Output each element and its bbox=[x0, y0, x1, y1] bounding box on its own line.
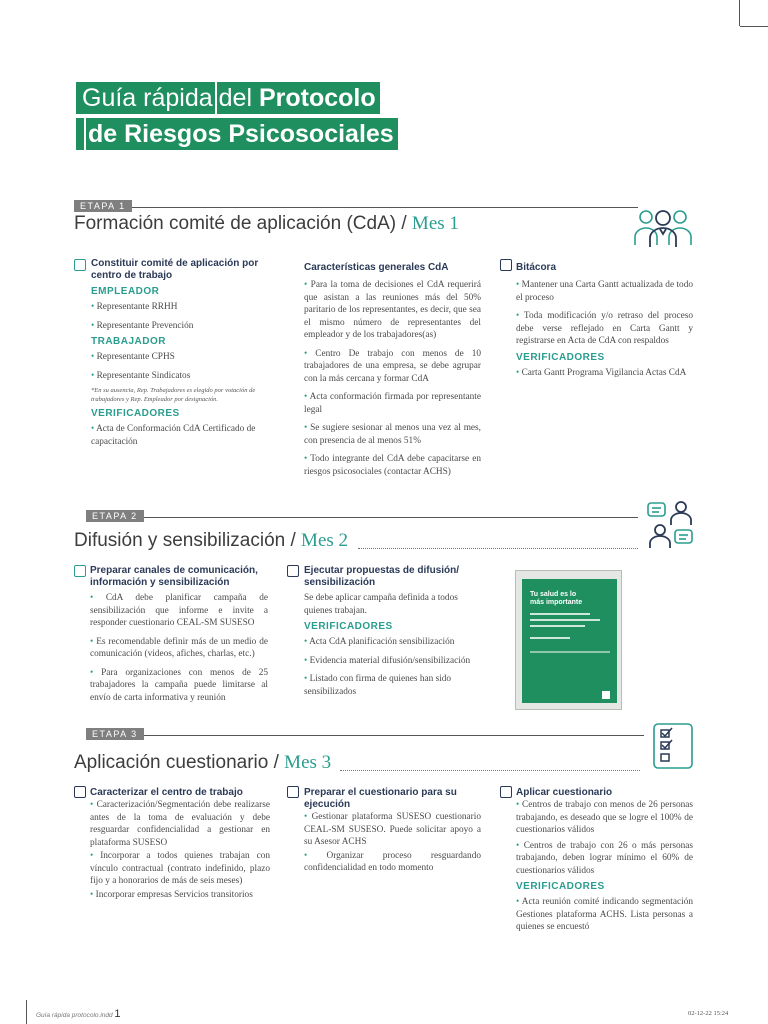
section-label: VERIFICADORES bbox=[516, 351, 605, 363]
column-heading: Ejecutar propuestas de difusión/ sensibilización bbox=[304, 565, 460, 588]
stage-title-text: Aplicación cuestionario / bbox=[74, 752, 279, 773]
list-item: • Para la toma de decisiones el CdA requerirá que asistan a las reuniones más del 50% paritario de los representantes, es decir, que sea el mismo número de representantes del empleador y de los trabajadores(as) bbox=[304, 280, 481, 340]
checkbox-icon bbox=[74, 786, 86, 798]
item-text: Centro De trabajo con menos de 10 trabajadores de una empresa, se debe agrupar con la más cercana y formar CdA bbox=[304, 348, 482, 384]
stage-month: Mes 1 bbox=[411, 213, 459, 234]
checkbox-icon bbox=[74, 565, 86, 577]
stage-title-text: Difusión y sensibilización / bbox=[74, 530, 296, 551]
list-item: • CdA debe planificar campaña de sensibilización que informe e invite a responder cuestionario CEAL-SM SUSESO bbox=[90, 593, 268, 628]
list-item: • Incorporar a todos quienes trabajan con vínculo contractual (contrato indefinido, plazo fijo y a honorarios de más de seis meses) bbox=[90, 851, 271, 886]
item-text: Toda modificación y/o retraso del proceso debe verse reflejado en Carta Gantt y registrarse en Acta de CdA con respaldos bbox=[516, 311, 693, 346]
stage2-col2 bbox=[304, 565, 479, 698]
dotted-line bbox=[340, 770, 640, 771]
people-icon bbox=[632, 205, 694, 247]
title-line-2 bbox=[76, 118, 398, 150]
column-heading: Características generales CdA bbox=[304, 262, 449, 273]
title-part: Protocolo bbox=[258, 84, 376, 112]
conversation-icon bbox=[646, 500, 696, 550]
footer-page: 1 bbox=[114, 1008, 121, 1020]
item-text: Carta Gantt Programa Vigilancia Actas CdA bbox=[521, 367, 687, 378]
cover-text-line bbox=[530, 637, 570, 639]
column-heading: Preparar el cuestionario para su ejecución bbox=[304, 787, 457, 810]
item-text: Gestionar plataforma SUSESO cuestionario CEAL-SM SUSESO. Puede solicitar apoyo a su Asesor ACHS bbox=[304, 812, 482, 847]
item-text: Acta de Conformación CdA Certificado de capacitación bbox=[91, 424, 256, 447]
list-item: • Es recomendable definir más de un medio de comunicación (videos, afiches, charlas, etc.) bbox=[90, 636, 268, 659]
list-item: • Listado con firma de quienes han sido sensibilizados bbox=[304, 674, 452, 697]
item-text: CdA debe planificar campaña de sensibilización que informe e invite a responder cuestionario CEAL-SM SUSESO bbox=[90, 593, 268, 628]
list-item: • Representante Sindicatos bbox=[91, 370, 191, 381]
stage-rule bbox=[86, 517, 638, 518]
stage-tag: ETAPA 1 bbox=[74, 200, 132, 212]
footer-file bbox=[36, 1008, 121, 1020]
list-item: • Carta Gantt Programa Vigilancia Actas CdA bbox=[516, 367, 687, 378]
item-text: Mantener una Carta Gantt actualizada de todo el proceso bbox=[516, 280, 693, 303]
checkbox-icon bbox=[287, 565, 299, 577]
list-item: • Representante Prevención bbox=[91, 320, 194, 331]
item-text: Organizar proceso resguardando confidencialidad en todo momento bbox=[304, 850, 481, 873]
stage-month: Mes 2 bbox=[301, 530, 349, 551]
list-item: • Caracterización/Segmentación debe realizarse antes de la toma de evaluación y debe resguardar confidencialidad a gestionar en plataforma SUSESO bbox=[90, 800, 270, 848]
item-text: Acta conformación firmada por representante legal bbox=[304, 392, 482, 415]
crop-mark bbox=[739, 0, 740, 26]
stage-rule bbox=[74, 207, 638, 208]
column-heading: Bitácora bbox=[516, 262, 557, 273]
dotted-line bbox=[358, 548, 638, 549]
item-text: Centros de trabajo con 26 o más personas trabajando, deben lograr mínimo el 60% de cuestionarios válidos bbox=[516, 840, 693, 876]
list-item: • Acta conformación firmada por representante legal bbox=[304, 392, 482, 415]
stage-tag: ETAPA 3 bbox=[86, 728, 144, 740]
crop-mark bbox=[740, 26, 768, 27]
stage-rule bbox=[86, 735, 644, 736]
list-item: • Representante RRHH bbox=[91, 302, 178, 312]
stage-title bbox=[74, 213, 459, 235]
checkbox-icon bbox=[287, 786, 299, 798]
checkbox-icon bbox=[500, 259, 512, 271]
section-label: VERIFICADORES bbox=[91, 408, 180, 419]
section-label: VERIFICADORES bbox=[516, 881, 605, 892]
stage2-col1 bbox=[90, 565, 268, 704]
footer-filename: Guía rápida protocolo.indd bbox=[36, 1012, 113, 1019]
stage-month: Mes 3 bbox=[284, 752, 332, 773]
footer-date: 02-12-22 15:24 bbox=[688, 1010, 729, 1017]
cover-logo bbox=[602, 691, 610, 699]
list-item: • Para organizaciones con menos de 25 trabajadores la campaña puede limitarse al envío de carta informativa y reunión bbox=[90, 667, 268, 703]
item-text: Se sugiere sesionar al menos una vez al mes, con presencia de al menos 51% bbox=[304, 423, 481, 446]
title-part: de Riesgos Psicosociales bbox=[88, 120, 394, 148]
list-item: • Acta CdA planificación sensibilización bbox=[304, 637, 455, 647]
item-text: Representante Prevención bbox=[96, 320, 194, 331]
crop-mark bbox=[26, 1000, 27, 1024]
stage-title bbox=[74, 752, 331, 774]
item-text: Para organizaciones con menos de 25 trabajadores la campaña puede limitarse al envío de carta informativa y reunión bbox=[90, 667, 268, 703]
list-item: • Evidencia material difusión/sensibilización bbox=[304, 655, 471, 666]
stage3-col1 bbox=[90, 787, 270, 901]
checklist-icon bbox=[652, 722, 694, 770]
list-item: • Incorporar empresas Servicios transitorios bbox=[90, 889, 253, 900]
stage-tag: ETAPA 2 bbox=[86, 510, 144, 522]
title-divider bbox=[215, 82, 217, 114]
column-heading: Aplicar cuestionario bbox=[516, 787, 613, 798]
item-text: Acta CdA planificación sensibilización bbox=[309, 637, 455, 647]
title-divider bbox=[84, 118, 86, 150]
list-item: • Organizar proceso resguardando confidencialidad en todo momento bbox=[304, 850, 481, 873]
list-item: • Todo integrante del CdA debe capacitarse en riesgos psicosociales (contactar ACHS) bbox=[304, 454, 481, 477]
stage-title-text: Formación comité de aplicación (CdA) / bbox=[74, 213, 407, 234]
body-text: Se debe aplicar campaña definida a todos quienes trabajan. bbox=[304, 593, 458, 616]
list-item: • Centros de trabajo con menos de 26 personas trabajando, es deseado que se logre el 100% de cuestionarios válidos bbox=[516, 800, 694, 835]
stage3-col3 bbox=[516, 787, 693, 934]
cover-text-line bbox=[530, 613, 590, 615]
item-text: Acta reunión comité indicando segmentación Gestiones plataforma ACHS. Lista personas a quienes se encuestó bbox=[516, 897, 693, 932]
section-label: TRABAJADOR bbox=[91, 336, 166, 347]
item-text: Todo integrante del CdA debe capacitarse en riesgos psicosociales (contactar ACHS) bbox=[304, 454, 481, 477]
item-text: Para la toma de decisiones el CdA requerirá que asistan a las reuniones más del 50% paritario de los representantes, es decir, que sea el mismo número de representantes del empleador y de los trabajadores(as) bbox=[304, 280, 481, 340]
list-item: • Centro De trabajo con menos de 10 trabajadores de una empresa, se debe agrupar con la más cercana y formar CdA bbox=[304, 348, 482, 384]
section-label: VERIFICADORES bbox=[304, 621, 393, 632]
item-text: Representante Sindicatos bbox=[96, 370, 191, 381]
stage1-col2 bbox=[304, 262, 481, 478]
cover-text-line bbox=[530, 651, 610, 653]
item-text: Representante CPHS bbox=[96, 352, 175, 362]
list-item: • Representante CPHS bbox=[91, 352, 175, 362]
item-text: Listado con firma de quienes han sido sensibilizados bbox=[304, 674, 452, 697]
title-line-1 bbox=[76, 82, 380, 114]
item-text: Representante RRHH bbox=[96, 302, 178, 312]
brochure-cover-image bbox=[515, 570, 622, 710]
list-item: • Gestionar plataforma SUSESO cuestionario CEAL-SM SUSESO. Puede solicitar apoyo a su Asesor ACHS bbox=[304, 812, 482, 847]
column-heading: Caracterizar el centro de trabajo bbox=[90, 787, 243, 798]
section-label: EMPLEADOR bbox=[91, 286, 160, 297]
item-text: Incorporar a todos quienes trabajan con vínculo contractual (contrato indefinido, plazo fijo y a honorarios de más de seis meses) bbox=[90, 851, 271, 886]
item-text: Incorporar empresas Servicios transitorios bbox=[95, 889, 253, 900]
footnote: *En su ausencia, Rep. Trabajadores es elegido por votación de trabajadores y Rep. Empleador por designación. bbox=[91, 387, 256, 403]
list-item: • Centros de trabajo con 26 o más personas trabajando, deben lograr mínimo el 60% de cuestionarios válidos bbox=[516, 840, 693, 876]
cover-text-line bbox=[530, 625, 585, 627]
list-item: • Se sugiere sesionar al menos una vez al mes, con presencia de al menos 51% bbox=[304, 423, 481, 446]
item-text: Es recomendable definir más de un medio de comunicación (videos, afiches, charlas, etc.) bbox=[90, 636, 268, 659]
list-item: • Acta reunión comité indicando segmentación Gestiones plataforma ACHS. Lista personas a quienes se encuestó bbox=[516, 897, 693, 932]
cover-panel bbox=[522, 579, 617, 703]
stage-title bbox=[74, 530, 348, 552]
title-part: Guía rápida bbox=[82, 84, 213, 112]
cover-title: Tu salud es lo más importante bbox=[530, 591, 583, 606]
cover-text-line bbox=[530, 619, 600, 621]
list-item: • Mantener una Carta Gantt actualizada de todo el proceso bbox=[516, 280, 693, 303]
stage1-col3 bbox=[516, 262, 693, 379]
title-part: del bbox=[218, 84, 253, 112]
stage1-col1 bbox=[91, 258, 281, 448]
checkbox-icon bbox=[500, 786, 512, 798]
checkbox-icon bbox=[74, 259, 86, 271]
item-text: Centros de trabajo con menos de 26 personas trabajando, es deseado que se logre el 100% de cuestionarios válidos bbox=[516, 800, 694, 835]
item-text: Evidencia material difusión/sensibilización bbox=[309, 655, 471, 666]
column-heading: Preparar canales de comunicación, información y sensibilización bbox=[90, 565, 258, 588]
list-item: • Toda modificación y/o retraso del proceso debe verse reflejado en Carta Gantt y registrarse en Acta de CdA con respaldos bbox=[516, 311, 693, 346]
item-text: Caracterización/Segmentación debe realizarse antes de la toma de evaluación y debe resguardar confidencialidad a gestionar en plataforma SUSESO bbox=[90, 800, 270, 848]
page-title bbox=[76, 82, 398, 150]
column-heading: Constituir comité de aplicación por centro de trabajo bbox=[91, 258, 259, 281]
stage3-col2 bbox=[304, 787, 481, 875]
list-item: • Acta de Conformación CdA Certificado de capacitación bbox=[91, 424, 256, 447]
